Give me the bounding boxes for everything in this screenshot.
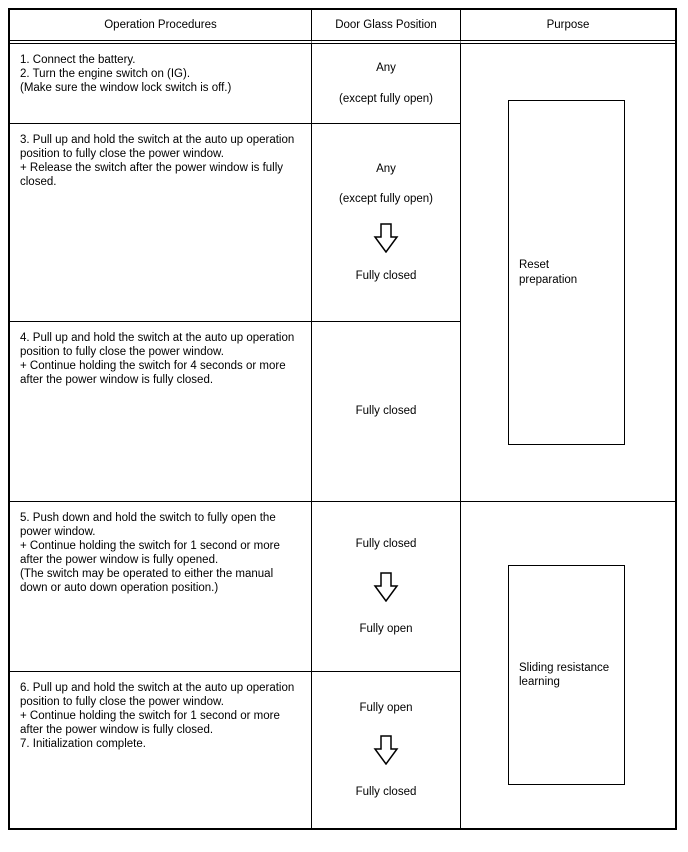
purpose-box-sliding <box>508 565 625 785</box>
procedure-table <box>8 8 677 830</box>
position-cell-2 <box>312 124 461 322</box>
procedure-line: + Continue holding the switch for 1 second or more after the power window is fully closed. <box>20 710 280 737</box>
position-to-label: Fully closed <box>355 269 417 282</box>
position-label: Fully closed <box>355 538 417 551</box>
procedure-line: 4. Pull up and hold the switch at the auto up operation position to fully close the power window. <box>20 332 295 359</box>
position-to-label: Fully closed <box>355 786 417 798</box>
position-label: Any <box>376 163 396 176</box>
position-cell-5 <box>312 672 461 828</box>
down-arrow-icon <box>373 735 399 765</box>
position-label: Fully open <box>359 701 413 714</box>
procedure-line: 2. Turn the engine switch on (IG). <box>20 68 191 81</box>
position-cell-3 <box>312 322 461 502</box>
purpose-cell-sliding <box>461 502 675 828</box>
position-note: (except fully open) <box>339 193 433 206</box>
procedures-cell-1 <box>10 44 312 124</box>
purpose-box-reset <box>508 100 625 445</box>
position-note: (except fully open) <box>339 92 433 105</box>
procedure-line: 7. Initialization complete. <box>20 738 146 751</box>
down-arrow-icon <box>373 572 399 602</box>
procedure-line: + Continue holding the switch for 4 seconds or more after the power window is fully closed. <box>20 360 286 387</box>
purpose-label: Sliding resistance learning <box>519 661 610 688</box>
position-cell-4 <box>312 502 461 672</box>
header-cell-purpose: Purpose <box>461 10 675 44</box>
down-arrow-icon <box>373 223 399 253</box>
procedure-line: 1. Connect the battery. <box>20 54 136 66</box>
header-cell-procedures: Operation Procedures <box>10 10 312 44</box>
procedure-line: (Make sure the window lock switch is off.) <box>20 82 232 95</box>
purpose-label: Reset preparation <box>519 259 578 286</box>
position-to-label: Fully open <box>359 622 413 635</box>
procedure-line: 5. Push down and hold the switch to fully open the power window. <box>20 512 276 539</box>
procedure-line: 6. Pull up and hold the switch at the auto up operation position to fully close the power window. <box>20 682 295 709</box>
procedures-cell-5 <box>10 672 312 828</box>
header-cell-position: Door Glass Position <box>312 10 461 44</box>
procedure-line: (The switch may be operated to either the manual down or auto down operation position.) <box>20 568 274 595</box>
position-label: Fully closed <box>355 405 417 418</box>
procedure-line: + Continue holding the switch for 1 second or more after the power window is fully opened. <box>20 540 280 567</box>
position-cell-1 <box>312 44 461 124</box>
procedures-cell-3 <box>10 322 312 502</box>
procedures-cell-2 <box>10 124 312 322</box>
procedure-line: 3. Pull up and hold the switch at the auto up operation position to fully close the power window. <box>20 134 295 161</box>
position-label: Any <box>376 62 396 75</box>
purpose-cell-reset <box>461 44 675 502</box>
procedure-line: + Release the switch after the power window is fully closed. <box>20 162 284 189</box>
procedures-cell-4 <box>10 502 312 672</box>
